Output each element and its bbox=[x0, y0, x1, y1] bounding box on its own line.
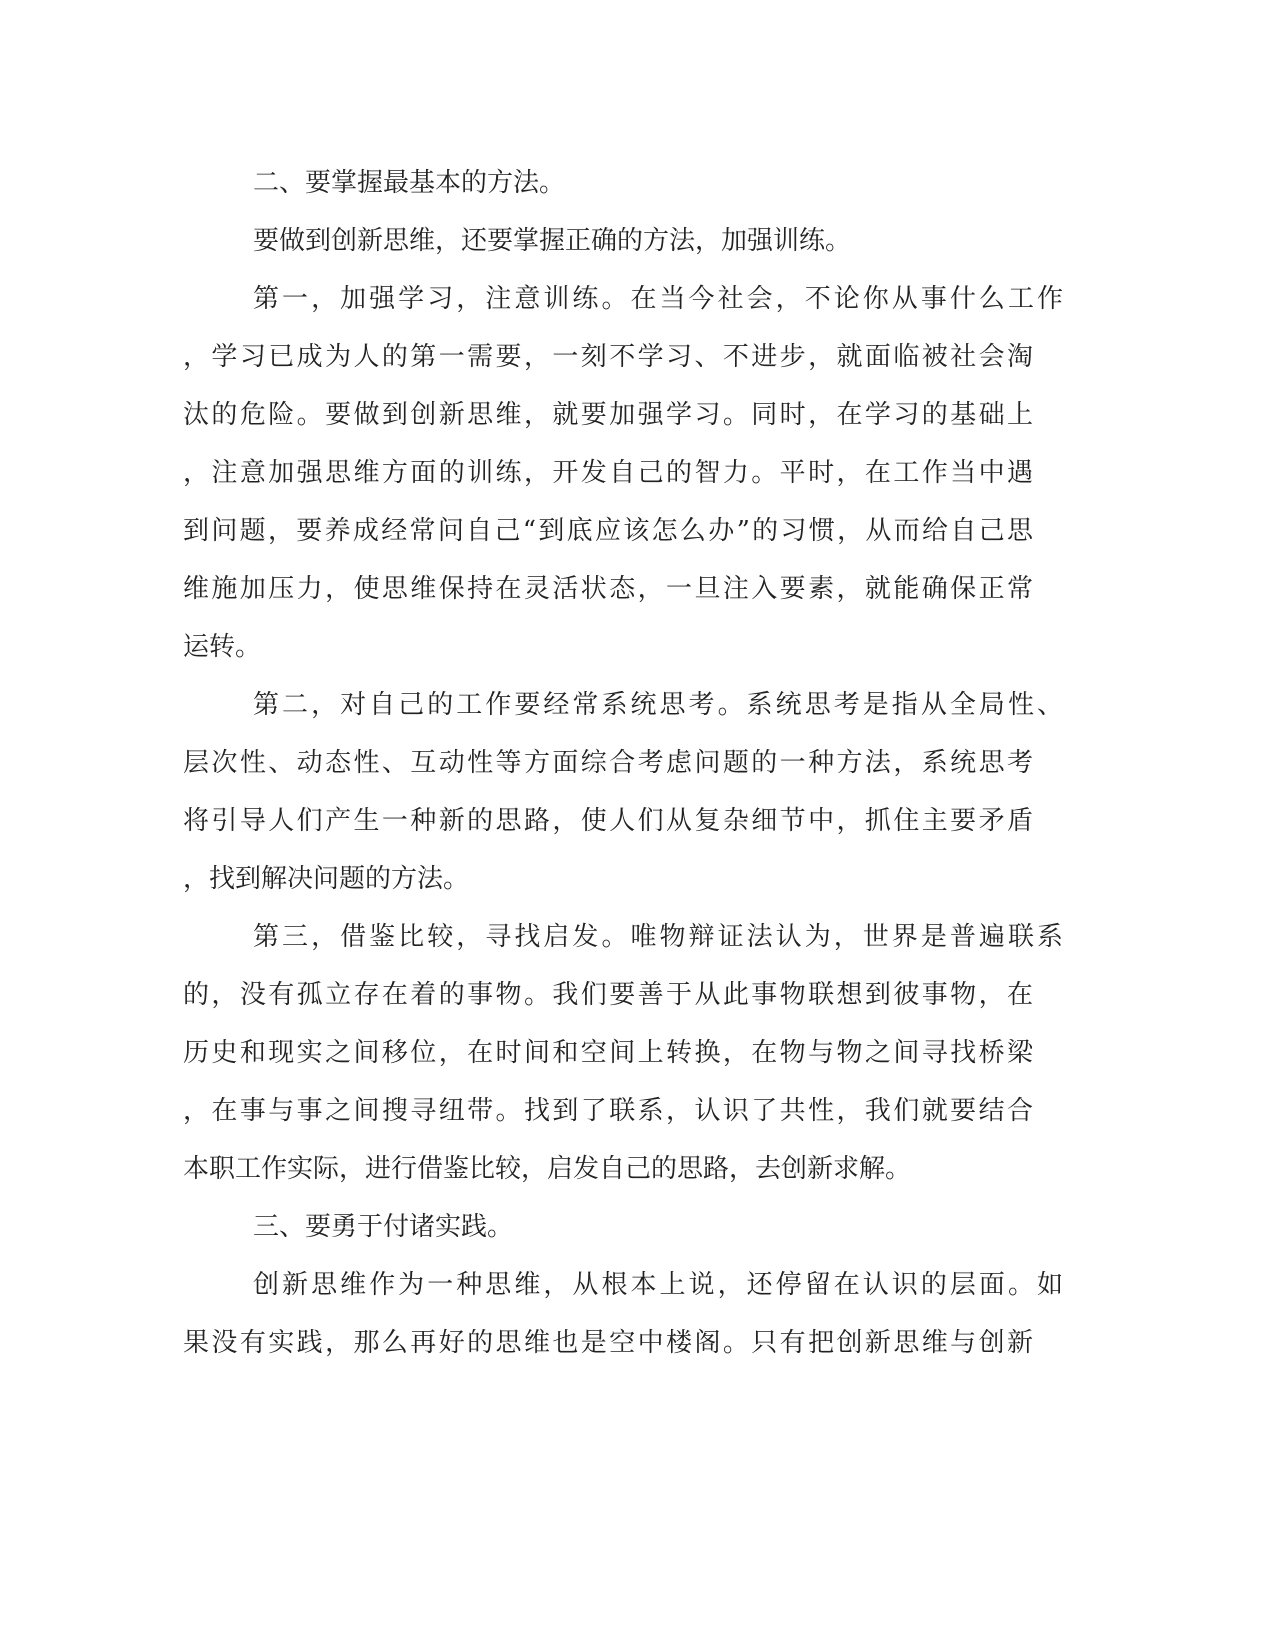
paragraph-line: ，在事与事之间搜寻纽带。找到了联系，认识了共性，我们就要结合 bbox=[183, 1096, 1033, 1126]
paragraph-line: 维施加压力，使思维保持在灵活状态，一旦注入要素，就能确保正常 bbox=[183, 574, 1033, 604]
paragraph-line: ，找到解决问题的方法。 bbox=[183, 864, 470, 894]
paragraph-line: 第二，对自己的工作要经常系统思考。系统思考是指从全局性、 bbox=[253, 690, 1063, 720]
paragraph-line: 将引导人们产生一种新的思路，使人们从复杂细节中，抓住主要矛盾 bbox=[183, 806, 1033, 836]
paragraph-line: ，注意加强思维方面的训练，开发自己的智力。平时，在工作当中遇 bbox=[183, 458, 1033, 488]
paragraph-line: 的，没有孤立存在着的事物。我们要善于从此事物联想到彼事物，在 bbox=[183, 980, 1033, 1010]
paragraph-line: 层次性、动态性、互动性等方面综合考虑问题的一种方法，系统思考 bbox=[183, 748, 1033, 778]
paragraph-line: 本职工作实际，进行借鉴比较，启发自己的思路，去创新求解。 bbox=[183, 1154, 912, 1184]
paragraph-line: 第三，借鉴比较，寻找启发。唯物辩证法认为，世界是普遍联系 bbox=[253, 922, 1063, 952]
paragraph-line: 汰的危险。要做到创新思维，就要加强学习。同时，在学习的基础上 bbox=[183, 400, 1033, 430]
paragraph-line: ，学习已成为人的第一需要，一刻不学习、不进步，就面临被社会淘 bbox=[183, 342, 1033, 372]
paragraph-line: 历史和现实之间移位，在时间和空间上转换，在物与物之间寻找桥梁 bbox=[183, 1038, 1033, 1068]
paragraph-line: 到问题，要养成经常问自己“到底应该怎么办”的习惯，从而给自己思 bbox=[183, 516, 1033, 546]
section-heading-3: 三、要勇于付诸实践。 bbox=[253, 1212, 514, 1242]
paragraph-line: 要做到创新思维，还要掌握正确的方法，加强训练。 bbox=[253, 226, 852, 256]
paragraph-line: 果没有实践，那么再好的思维也是空中楼阁。只有把创新思维与创新 bbox=[183, 1328, 1033, 1358]
paragraph-line: 第一，加强学习，注意训练。在当今社会，不论你从事什么工作 bbox=[253, 284, 1063, 314]
paragraph-line: 创新思维作为一种思维，从根本上说，还停留在认识的层面。如 bbox=[253, 1270, 1063, 1300]
paragraph-line: 运转。 bbox=[183, 632, 262, 662]
section-heading-2: 二、要掌握最基本的方法。 bbox=[253, 168, 566, 198]
